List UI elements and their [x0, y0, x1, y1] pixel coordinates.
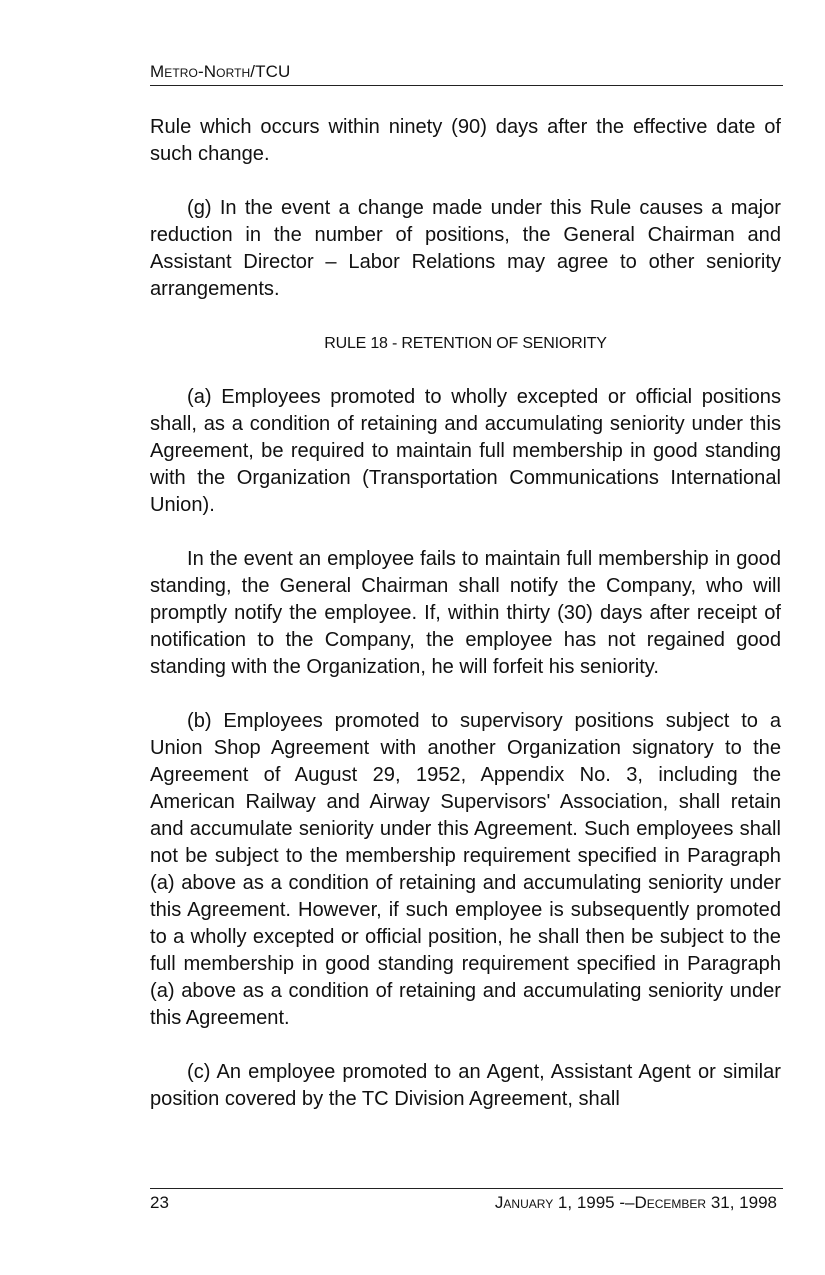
paragraph-c: (c) An employee promoted to an Agent, Assistant Agent or similar position covered by the TC Division Agreement, shall: [150, 1061, 781, 1110]
running-header: [150, 61, 783, 86]
running-footer: [150, 1188, 783, 1212]
paragraph-b: (b) Employees promoted to supervisory positions subject to a Union Shop Agreement with another Organization signatory to the Agreement of August 29, 1952, Appendix No. 3, including the American Railway and Airway Supervisors' Association, shall retain and accumulate seniority under this Agreement. Such employees shall not be subject to the membership requirement specified in Paragraph (a) above as a condition of retaining and accumulating seniority under this Agreement. However, if such employee is subsequently promoted to a wholly excepted or official position, he shall then be subject to the full membership in good standing requirement specified in Paragraph (a) above as a condition of retaining and accumulating seniority under this Agreement.: [150, 710, 781, 1029]
rule-heading: RULE 18 - RETENTION OF SENIORITY: [324, 335, 607, 352]
paragraph-rule-continuation: Rule which occurs within ninety (90) days after the effective date of such change.: [150, 116, 781, 165]
running-header-title: Metro-North/TCU: [150, 62, 291, 81]
paragraph-g: (g) In the event a change made under this Rule causes a major reduction in the number of positions, the General Chairman and Assistant Director – Labor Relations may agree to other seniority arrangements.: [150, 197, 781, 300]
page-number: 23: [150, 1193, 169, 1212]
paragraph-a: (a) Employees promoted to wholly excepted or official positions shall, as a condition of retaining and accumulating seniority under this Agreement, be required to maintain full membership in good standing with the Organization (Transportation Communications International Union).: [150, 386, 781, 516]
paragraph-membership: In the event an employee fails to maintain full membership in good standing, the General Chairman shall notify the Company, who will promptly notify the employee. If, within thirty (30) days after receipt of notification to the Company, the employee has not regained good standing with the Organization, he will forfeit his seniority.: [150, 548, 781, 678]
document-page: [150, 0, 783, 1275]
footer-date-range: January 1, 1995 -–December 31, 1998: [494, 1193, 777, 1212]
document-body: [150, 114, 781, 1140]
